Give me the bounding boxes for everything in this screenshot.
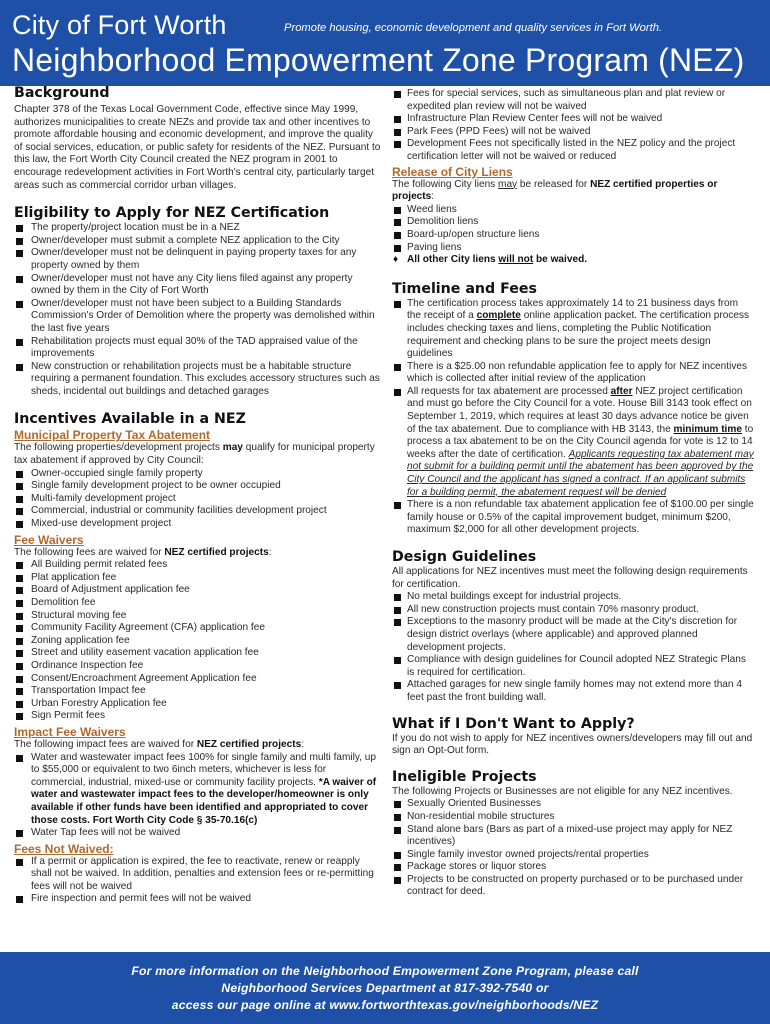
design-intro: All applications for NEZ incentives must meet the following design requirements for certification. bbox=[392, 566, 748, 590]
list-item bbox=[14, 597, 383, 610]
list-item bbox=[14, 827, 383, 840]
square-bullet-icon bbox=[16, 562, 23, 569]
list-item-text: Attached garages for new single family homes may not extend more than 4 feet past the front building wall. bbox=[407, 679, 742, 703]
list-item-text: Owner/developer must submit a complete NEZ application to the City bbox=[31, 234, 340, 246]
list-item-text: Demolition liens bbox=[407, 216, 479, 228]
square-bullet-icon bbox=[16, 755, 23, 762]
list-item-text: Fees for special services, such as simultaneous plan and plat review or expedited plan review will not be waived bbox=[407, 88, 726, 112]
list-item-text: Exceptions to the masonry product will be made at the City's discretion for design district overlays (where applicable) and approved planned development projects. bbox=[407, 616, 738, 653]
ineligible-list bbox=[392, 798, 754, 899]
fees-not-waived-list bbox=[14, 856, 383, 906]
list-item bbox=[14, 673, 383, 686]
list-item bbox=[392, 849, 754, 862]
list-item-text: NEZ project certification and must go before the City Council for a vote. House Bill 3143 took effect on September 1, 2019, which requires at least 30 days advance notice be given of the tax abatement. Due to compliance with HB 3143, the bbox=[407, 385, 752, 435]
square-bullet-icon bbox=[394, 116, 401, 123]
timeline-heading: Timeline and Fees bbox=[392, 280, 537, 297]
list-item-text: Consent/Encroachment Agreement Application fee bbox=[31, 672, 257, 684]
list-item bbox=[392, 298, 754, 361]
square-bullet-icon bbox=[16, 701, 23, 708]
list-item bbox=[14, 752, 383, 828]
square-bullet-icon bbox=[16, 625, 23, 632]
list-item bbox=[392, 616, 754, 654]
footer-line-1: For more information on the Neighborhood Empowerment Zone Program, please call bbox=[131, 964, 639, 978]
list-item-text: All new construction projects must contain 70% masonry product. bbox=[407, 603, 699, 615]
list-item bbox=[392, 811, 754, 824]
list-item bbox=[392, 679, 754, 704]
list-item-text: There is a non refundable tax abatement application fee of $100.00 per single family house or 0.5% of the capital improvement budget, minimum $200, maximum $2,000 for all other development projects. bbox=[407, 499, 754, 536]
list-item-text: Projects to be constructed on property purchased or to be purchased under contract for deed. bbox=[407, 873, 744, 898]
square-bullet-icon bbox=[16, 663, 23, 670]
right-column bbox=[392, 84, 754, 899]
fee-waivers-intro bbox=[14, 547, 383, 560]
tagline: Promote housing, economic development and quality services in Fort Worth. bbox=[284, 22, 663, 34]
list-item bbox=[14, 505, 383, 518]
list-item bbox=[392, 254, 754, 267]
list-item-text: Owner/developer must not be delinquent in paying property taxes for any property owned by them bbox=[31, 247, 357, 271]
list-item-text: Sexually Oriented Businesses bbox=[407, 798, 542, 810]
left-column bbox=[14, 84, 383, 906]
square-bullet-icon bbox=[394, 389, 401, 396]
intro-bold: NEZ certified properties or projects bbox=[392, 178, 718, 203]
liens-section bbox=[392, 165, 754, 267]
abatement-warning: Applicants requesting tax abatement may not submit for a building permit until the abatement has been approved by the City Council and the applicant has signed a contract. If an applicant submits for a building permit, the abatement request will be denied bbox=[407, 448, 754, 498]
list-item bbox=[14, 247, 383, 272]
list-item-text: Transportation Impact fee bbox=[31, 685, 146, 697]
square-bullet-icon bbox=[394, 877, 401, 884]
square-bullet-icon bbox=[394, 682, 401, 689]
eligibility-section bbox=[14, 204, 383, 398]
list-item-text: Owner/developer must not have any City liens filed against any property owned by them in the City of Fort Worth bbox=[31, 272, 353, 297]
list-item-text: The property/project location must be in a NEZ bbox=[31, 222, 240, 234]
list-item-text: Ordinance Inspection fee bbox=[31, 659, 144, 671]
list-item bbox=[392, 113, 754, 126]
list-item-text: Community Facility Agreement (CFA) application fee bbox=[31, 622, 265, 634]
list-item-text: Non-residential mobile structures bbox=[407, 810, 555, 822]
list-item bbox=[392, 798, 754, 811]
list-item-text: Water and wastewater impact fees 100% for single family and multi family, up to $55,000 or equivalent to two 6inch meters, whichever is less for commercial, industrial, mixed-use or community facility projects. bbox=[31, 751, 377, 788]
square-bullet-icon bbox=[394, 245, 401, 252]
opt-out-text: If you do not wish to apply for NEZ incentives owners/developers may fill out and sign an Opt-Out form. bbox=[392, 732, 753, 757]
square-bullet-icon bbox=[394, 864, 401, 871]
square-bullet-icon bbox=[394, 91, 401, 98]
list-item bbox=[392, 242, 754, 255]
intro-text: The following fees are waived for bbox=[14, 546, 165, 558]
intro-text: be released for bbox=[517, 178, 591, 190]
list-item bbox=[14, 572, 383, 585]
list-item bbox=[14, 361, 383, 399]
square-bullet-icon bbox=[394, 129, 401, 136]
list-item-text: Street and utility easement vacation application fee bbox=[31, 647, 259, 659]
list-item bbox=[14, 480, 383, 493]
square-bullet-icon bbox=[394, 657, 401, 664]
design-section bbox=[392, 548, 754, 705]
list-item-text: The certification process takes approximately 14 to 21 business days from the receipt of a bbox=[407, 297, 739, 322]
square-bullet-icon bbox=[394, 364, 401, 371]
list-item-text: Rehabilitation projects must equal 30% of the TAD appraised value of the improvements bbox=[31, 335, 358, 360]
intro-text: : bbox=[431, 191, 435, 203]
square-bullet-icon bbox=[394, 219, 401, 226]
list-item bbox=[14, 685, 383, 698]
list-item-text: Plat application fee bbox=[31, 571, 117, 583]
intro-bold: may bbox=[222, 442, 243, 454]
intro-bold: NEZ certified projects bbox=[164, 546, 269, 558]
square-bullet-icon bbox=[16, 600, 23, 607]
square-bullet-icon bbox=[16, 613, 23, 620]
list-item-text: No metal buildings except for industrial projects. bbox=[407, 591, 622, 603]
list-item bbox=[14, 235, 383, 248]
square-bullet-icon bbox=[16, 483, 23, 490]
list-item bbox=[14, 298, 383, 336]
list-item-text: Demolition fee bbox=[31, 597, 96, 608]
list-item bbox=[14, 493, 383, 506]
list-item bbox=[14, 518, 383, 531]
list-item bbox=[392, 204, 754, 217]
list-item-text: New construction or rehabilitation projects must be a habitable structure requiring a permanent foundation. This excludes accessory structures such as sheds, incidental out buildings and detached garages bbox=[31, 360, 380, 397]
square-bullet-icon bbox=[394, 827, 401, 834]
fee-waivers-list bbox=[14, 559, 383, 723]
ineligible-intro: The following Projects or Businesses are not eligible for any NEZ incentives. bbox=[392, 785, 733, 797]
list-item-text: Sign Permit fees bbox=[31, 710, 106, 722]
square-bullet-icon bbox=[394, 594, 401, 601]
list-item bbox=[392, 229, 754, 242]
city-title: City of Fort Worth bbox=[12, 10, 227, 40]
square-bullet-icon bbox=[16, 471, 23, 478]
program-title: Neighborhood Empowerment Zone Program (NEZ) bbox=[12, 42, 745, 78]
list-item-text: be waived. bbox=[533, 254, 588, 266]
design-list bbox=[392, 591, 754, 704]
square-bullet-icon bbox=[394, 207, 401, 214]
ineligible-heading: Ineligible Projects bbox=[392, 768, 537, 785]
square-bullet-icon bbox=[16, 238, 23, 245]
list-item bbox=[14, 622, 383, 635]
tax-abatement-list bbox=[14, 468, 383, 531]
intro-text: qualify for municipal property tax abatement if approved by City Council: bbox=[14, 442, 375, 467]
square-bullet-icon bbox=[394, 852, 401, 859]
contact-footer bbox=[0, 952, 770, 1024]
intro-text: The following properties/development projects bbox=[14, 442, 223, 454]
list-item-text: If a permit or application is expired, the fee to reactivate, renew or reapply shall not be waived. In addition, penalties and extension fees or re-permitting fees will not be waived bbox=[31, 855, 374, 892]
background-text: Chapter 378 of the Texas Local Government Code, effective since May 1999, authorizes municipalities to create NEZs and provide tax and other incentives to promote affordable housing and economic development, and improve the quality of social services, education, or public safety for residents of the NEZ. Pursuant to this law, the Fort Worth City Council created the NEZ program in 2001 to encourage redevelopment activities in Fort Worth's central city, particularly target areas such as commercial corridor urban villages. bbox=[14, 104, 381, 191]
fee-waivers-heading: Fee Waivers bbox=[14, 532, 84, 547]
square-bullet-icon bbox=[16, 587, 23, 594]
footer-line-2: Neighborhood Services Department at 817-392-7540 or bbox=[221, 981, 549, 995]
list-item-text: Zoning application fee bbox=[31, 634, 130, 646]
list-item bbox=[14, 660, 383, 673]
impact-fee-waivers-heading: Impact Fee Waivers bbox=[14, 724, 126, 739]
list-item-text: Owner-occupied single family property bbox=[31, 467, 203, 479]
intro-text: : bbox=[301, 738, 305, 750]
list-item bbox=[14, 893, 383, 906]
square-bullet-icon bbox=[16, 508, 23, 515]
list-item-text: Multi-family development project bbox=[31, 492, 176, 504]
list-item-text: Weed liens bbox=[407, 203, 457, 215]
list-item-text: Urban Forestry Application fee bbox=[31, 697, 167, 709]
list-item-text: Water Tap fees will not be waived bbox=[31, 827, 181, 839]
incentives-section bbox=[14, 410, 383, 906]
list-item-emphasis: minimum time bbox=[673, 423, 742, 435]
tax-abatement-heading: Municipal Property Tax Abatement bbox=[14, 428, 211, 443]
list-item bbox=[392, 824, 754, 849]
square-bullet-icon bbox=[394, 814, 401, 821]
square-bullet-icon bbox=[394, 619, 401, 626]
intro-text: The following City liens bbox=[392, 178, 499, 190]
square-bullet-icon bbox=[16, 830, 23, 837]
liens-list bbox=[392, 204, 754, 267]
list-item-text: Single family investor owned projects/rental properties bbox=[407, 848, 649, 860]
intro-text: : bbox=[268, 546, 272, 558]
background-section bbox=[14, 84, 383, 192]
square-bullet-icon bbox=[16, 638, 23, 645]
list-item-underlined: will not bbox=[498, 254, 534, 266]
list-item-text: Board-up/open structure liens bbox=[407, 228, 540, 240]
list-item bbox=[392, 604, 754, 617]
list-item bbox=[14, 698, 383, 711]
list-item bbox=[392, 126, 754, 139]
eligibility-heading: Eligibility to Apply for NEZ Certification bbox=[14, 205, 330, 222]
square-bullet-icon bbox=[16, 364, 23, 371]
list-item bbox=[392, 874, 754, 899]
design-heading: Design Guidelines bbox=[392, 549, 537, 565]
liens-heading: Release of City Liens bbox=[392, 164, 513, 179]
list-item-text: Fire inspection and permit fees will not be waived bbox=[31, 893, 251, 905]
impact-fee-list bbox=[14, 752, 383, 840]
square-bullet-icon bbox=[16, 496, 23, 503]
intro-text: The following impact fees are waived for bbox=[14, 738, 197, 750]
square-bullet-icon bbox=[16, 225, 23, 232]
list-item-text: Development Fees not specifically listed in the NEZ policy and the project certification letter will not be waived or reduced bbox=[407, 138, 736, 162]
list-item bbox=[14, 559, 383, 572]
square-bullet-icon bbox=[394, 607, 401, 614]
list-item bbox=[392, 88, 754, 113]
list-item bbox=[392, 499, 754, 537]
eligibility-list bbox=[14, 222, 383, 398]
list-item bbox=[14, 856, 383, 894]
square-bullet-icon bbox=[16, 859, 23, 866]
impact-fee-intro bbox=[14, 739, 383, 752]
list-item-text: Compliance with design guidelines for Council adopted NEZ Strategic Plans is required for certification. bbox=[407, 654, 746, 678]
timeline-section bbox=[392, 280, 754, 537]
square-bullet-icon bbox=[16, 276, 23, 283]
background-heading: Background bbox=[14, 85, 110, 101]
square-bullet-icon bbox=[16, 713, 23, 720]
list-item bbox=[14, 647, 383, 660]
square-bullet-icon bbox=[16, 688, 23, 695]
opt-out-section bbox=[392, 715, 754, 758]
list-item bbox=[392, 386, 754, 499]
list-item-text: There is a $25.00 non refundable application fee to apply for NEZ incentives which is collected after initial review of the application bbox=[407, 360, 748, 385]
incentives-heading: Incentives Available in a NEZ bbox=[14, 411, 246, 428]
list-item bbox=[392, 861, 754, 874]
footer-link[interactable]: access our page online at www.fortworthtexas.gov/neighborhoods/NEZ bbox=[171, 998, 599, 1012]
list-item bbox=[14, 710, 383, 723]
diamond-bullet-icon: ♦ bbox=[393, 254, 399, 266]
list-item-text: Package stores or liquor stores bbox=[407, 861, 547, 873]
square-bullet-icon bbox=[394, 141, 401, 148]
list-item bbox=[392, 591, 754, 604]
list-item-text: Structural moving fee bbox=[31, 609, 127, 621]
list-item bbox=[14, 273, 383, 298]
list-item-text: Paving liens bbox=[407, 241, 462, 253]
square-bullet-icon bbox=[16, 250, 23, 257]
square-bullet-icon bbox=[16, 650, 23, 657]
square-bullet-icon bbox=[394, 502, 401, 509]
list-item-text: All other City liens bbox=[407, 254, 499, 266]
list-item-text: Stand alone bars (Bars as part of a mixed-use project may apply for NEZ incentives) bbox=[407, 823, 733, 848]
list-item bbox=[392, 654, 754, 679]
list-item-text: Single family development project to be owner occupied bbox=[31, 480, 281, 492]
ineligible-section bbox=[392, 768, 754, 899]
impact-fee-note: *A waiver of water and wastewater impact fees to the developer/homeowner is only available if other funds have been identified and appropriated to cover those costs. Fort Worth City Code § 35-70.16(c) bbox=[31, 776, 377, 826]
list-item bbox=[392, 138, 754, 163]
square-bullet-icon bbox=[394, 801, 401, 808]
list-item-text: Infrastructure Plan Review Center fees will not be waived bbox=[407, 113, 663, 125]
fees-not-waived-heading: Fees Not Waived: bbox=[14, 841, 114, 856]
timeline-list bbox=[392, 298, 754, 537]
intro-bold: NEZ certified projects bbox=[196, 738, 302, 750]
list-item-emphasis: complete bbox=[476, 310, 521, 322]
list-item bbox=[14, 610, 383, 623]
page-header bbox=[0, 0, 770, 86]
liens-intro bbox=[392, 179, 754, 204]
list-item-text: Park Fees (PPD Fees) will not be waived bbox=[407, 125, 591, 137]
list-item-text: Board of Adjustment application fee bbox=[31, 584, 190, 596]
square-bullet-icon bbox=[16, 575, 23, 582]
list-item bbox=[14, 584, 383, 597]
list-item-text: online application packet. The certification process includes checking taxes and liens, completing the Public Notification requirement and checking plans to be sure the project meets design guidelines bbox=[407, 310, 750, 360]
square-bullet-icon bbox=[16, 896, 23, 903]
square-bullet-icon bbox=[16, 301, 23, 308]
square-bullet-icon bbox=[16, 339, 23, 346]
list-item-emphasis: after bbox=[610, 385, 633, 397]
square-bullet-icon bbox=[394, 232, 401, 239]
list-item-text: to process a tax abatement to be on the City Council agenda for vote is 12 to 14 weeks after the date of certification. bbox=[407, 423, 754, 460]
list-item-text: Owner/developer must not have been subject to a Building Standards Commission's Order of Demolition where the property was demolished within the last five years bbox=[31, 297, 375, 334]
list-item bbox=[14, 336, 383, 361]
list-item bbox=[14, 222, 383, 235]
tax-abatement-intro bbox=[14, 442, 383, 467]
list-item-text: All Building permit related fees bbox=[31, 559, 168, 571]
list-item bbox=[14, 635, 383, 648]
intro-underlined: may bbox=[498, 178, 518, 190]
list-item bbox=[14, 468, 383, 481]
opt-out-heading: What if I Don't Want to Apply? bbox=[392, 715, 635, 732]
list-item-text: All requests for tax abatement are processed bbox=[407, 385, 611, 397]
list-item bbox=[392, 361, 754, 386]
square-bullet-icon bbox=[16, 676, 23, 683]
fees-not-waived-continued-list bbox=[392, 88, 754, 164]
list-item-text: Mixed-use development project bbox=[31, 518, 172, 530]
list-item bbox=[392, 216, 754, 229]
list-item-text: Commercial, industrial or community facilities development project bbox=[31, 505, 327, 517]
square-bullet-icon bbox=[394, 301, 401, 308]
square-bullet-icon bbox=[16, 521, 23, 528]
